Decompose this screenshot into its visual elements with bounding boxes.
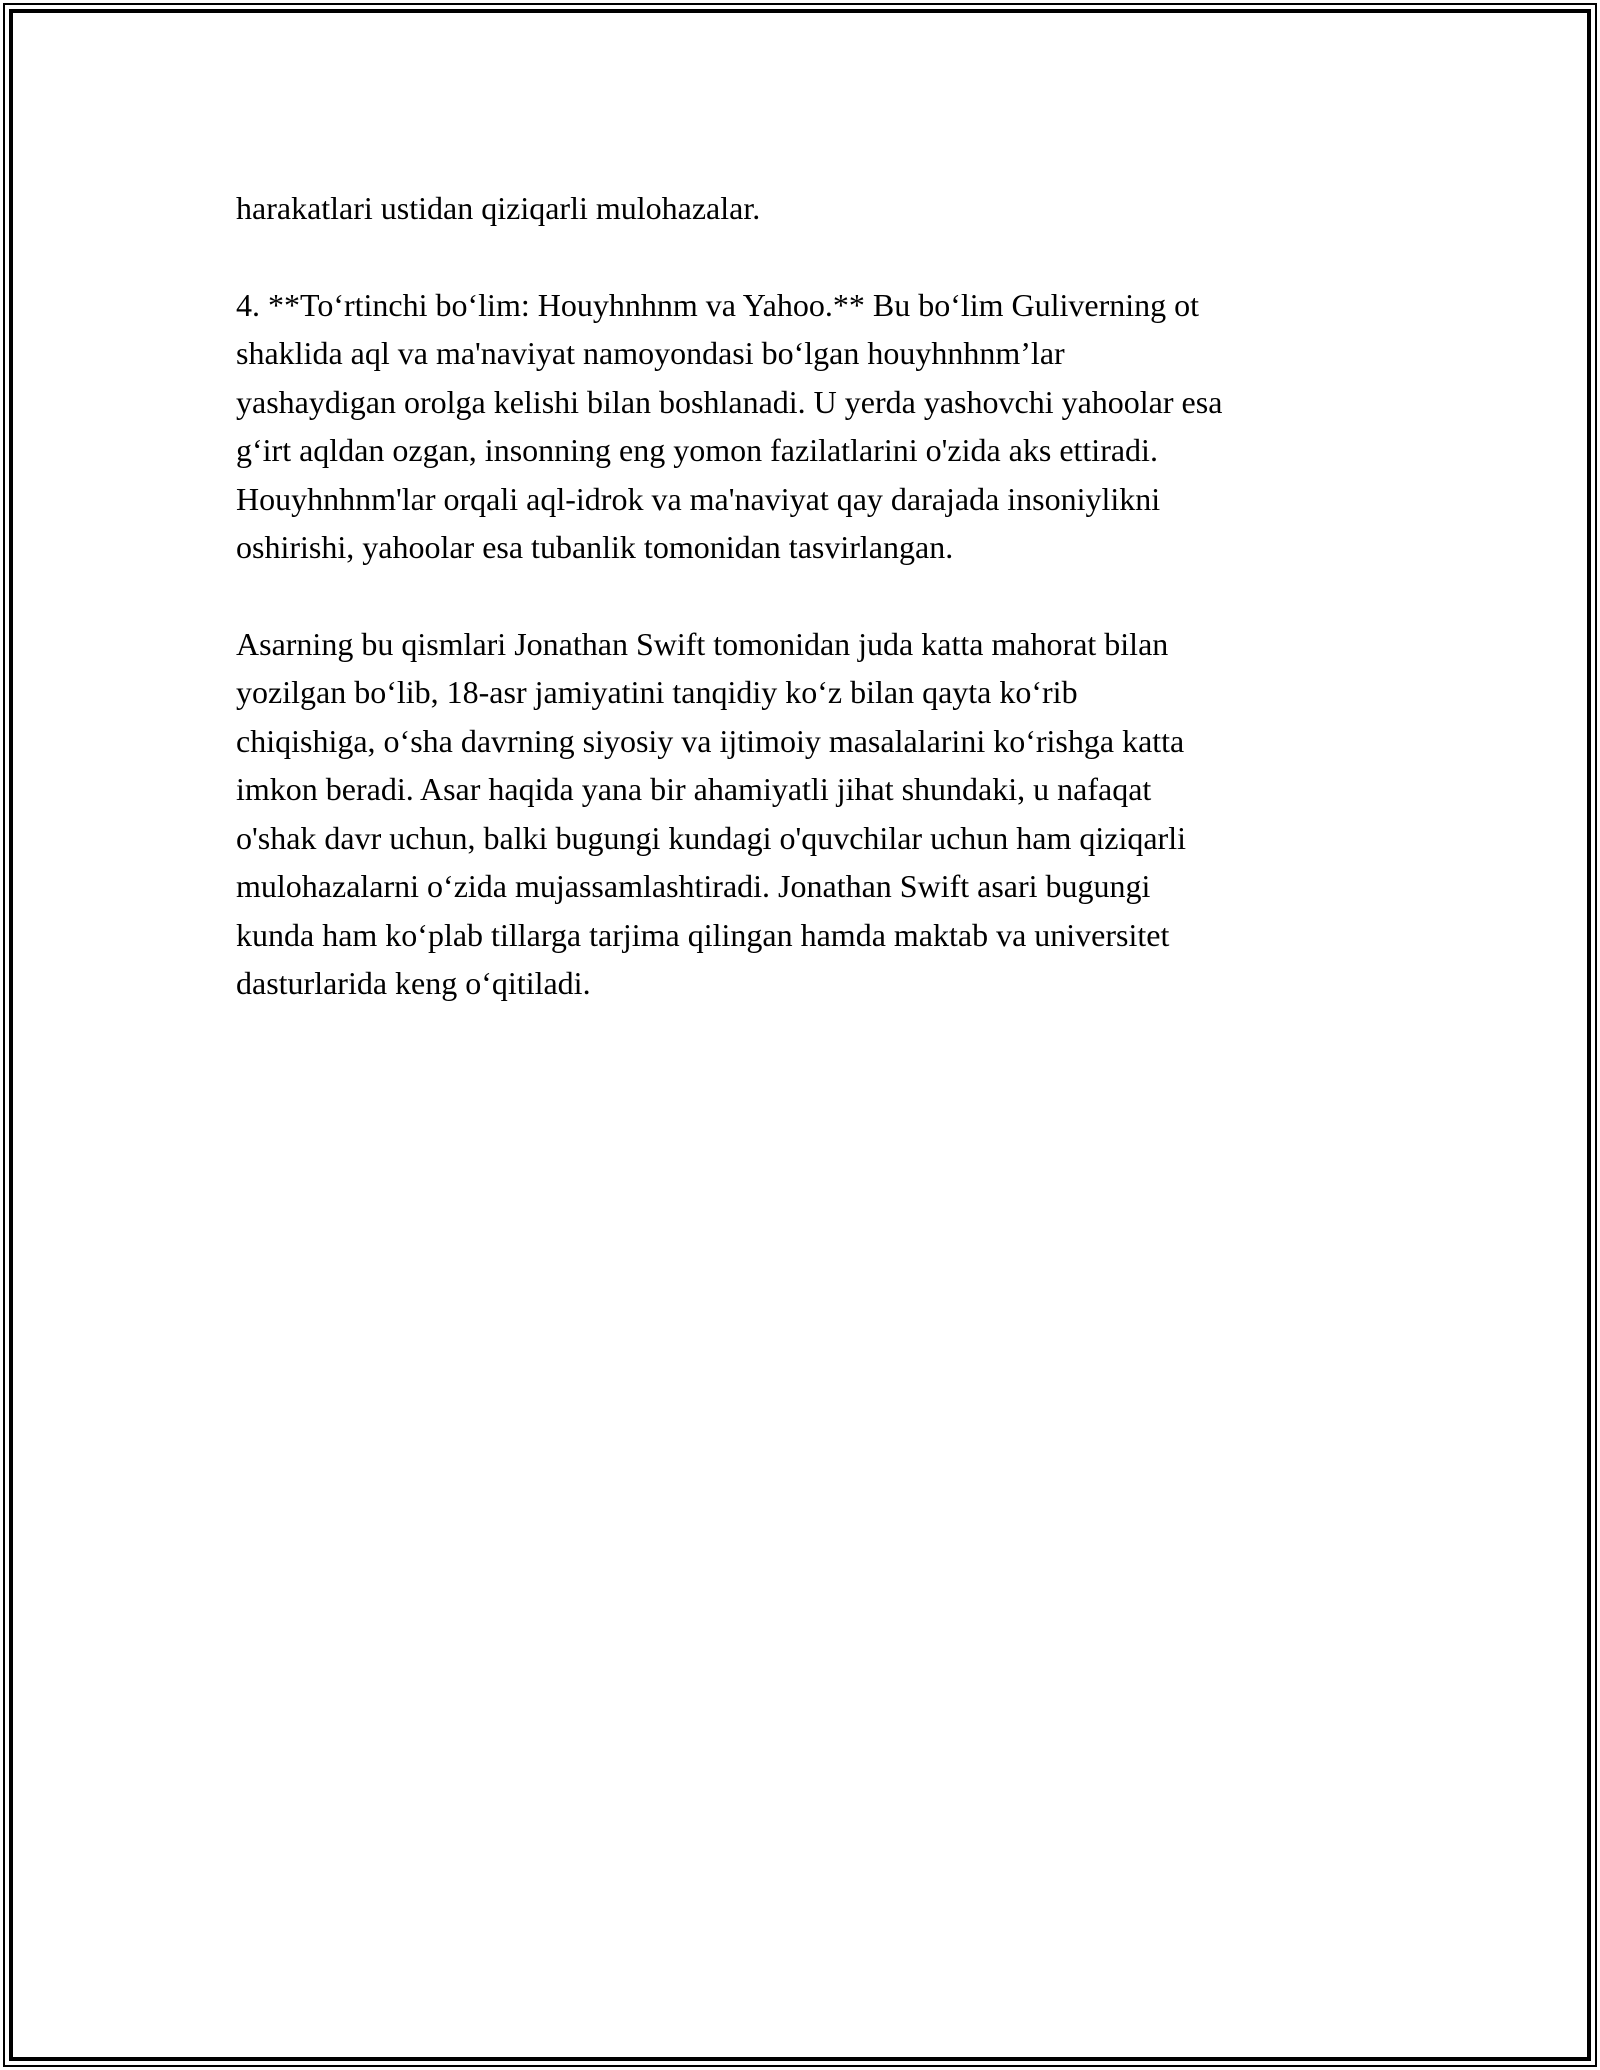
text-line: kunda ham ko‘plab tillarga tarjima qilingan hamda maktab va universitet xyxy=(236,916,1170,953)
text-line: oshirishi, yahoolar esa tubanlik tomonidan tasvirlangan. xyxy=(236,529,954,565)
text-line: shaklida aql va ma'naviyat namoyondasi bo‘lgan houyhnhnm’lar xyxy=(236,335,1065,371)
text-line: imkon beradi. Asar haqida yana bir ahamiyatli jihat shundaki, u nafaqat xyxy=(236,771,1152,807)
text-line: mulohazalarni o‘zida mujassamlashtiradi. Jonathan Swift asari bugungi xyxy=(236,868,1151,904)
document-body xyxy=(236,184,1376,1056)
text-line: 4. **To‘rtinchi bo‘lim: Houyhnhnm va Yahoo.** Bu bo‘lim Guliverning ot xyxy=(236,286,1200,323)
text-line: chiqishiga, o‘sha davrning siyosiy va ijtimoiy masalalarini ko‘rishga katta xyxy=(236,722,1185,759)
paragraph-continuation xyxy=(236,184,1376,233)
text-line: dasturlarida keng o‘qitiladi. xyxy=(236,965,591,1001)
text-line: g‘irt aqldan ozgan, insonning eng yomon fazilatlarini o'zida aks ettiradi. xyxy=(236,432,1158,468)
paragraph-fourth-part xyxy=(236,281,1376,572)
text-line: o'shak davr uchun, balki bugungi kundagi o'quvchilar uchun ham qiziqarli xyxy=(236,819,1186,856)
text-line: Asarning bu qismlari Jonathan Swift tomonidan juda katta mahorat bilan xyxy=(236,625,1169,662)
text-line: yozilgan bo‘lib, 18-asr jamiyatini tanqidiy ko‘z bilan qayta ko‘rib xyxy=(236,674,1078,710)
paragraph-conclusion xyxy=(236,620,1376,1008)
text-line: Houyhnhnm'lar orqali aql-idrok va ma'naviyat qay darajada insoniylikni xyxy=(236,480,1161,517)
text-line: yashaydigan orolga kelishi bilan boshlanadi. U yerda yashovchi yahoolar esa xyxy=(236,383,1223,420)
text-line: harakatlari ustidan qiziqarli mulohazalar. xyxy=(236,190,761,226)
